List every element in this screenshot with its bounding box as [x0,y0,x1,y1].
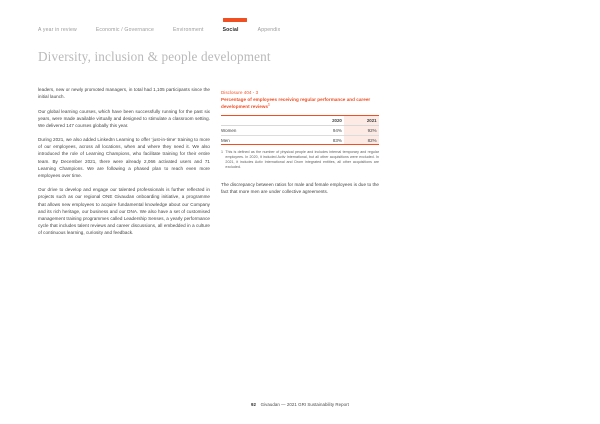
disclosure-title-text: Percentage of employees receiving regular performance and career development reviews [221,97,371,109]
table-col-header-blank [221,116,309,126]
table-header-row [221,116,379,126]
footnote-text: This is defined as the number of physical people and includes internal temporary and regular employees. In 2020, it included Activ International, but all other acquisitions were excluded. In 2021, it includes Activ International and Drom integrated entities, all other acquisitions are excluded. [225,149,379,169]
table-cell-men-2021: 82% [344,135,379,145]
table-row [221,125,379,135]
nav-item-label: Social [222,27,239,33]
right-content-column [221,90,379,195]
disclosure-label: Disclosure 404 - 3 [221,90,259,95]
page-title: Diversity, inclusion & people development [38,48,271,64]
footer-text: Givaudan — 2021 GRI Sustainability Report [260,402,349,407]
table-col-header-2020: 2020 [309,116,344,126]
body-paragraph: Our drive to develop and engage our talented professionals is further reflected in projects such as our regional ONE Givaudan onboarding initiative, a programme that allows new employees to acquire fundamental knowledge about our Company and its rich heritage, our business and our DNA. We also have a set of customised management training programmes called Leadership Senses, a yearly performance cycle that includes talent reviews and career discussions, all embedded in a culture of continuous learning, curiosity and feedback. [38,187,210,236]
body-paragraph: During 2021, we also added LinkedIn Learning to offer ‘just-in-time’ training to more of our employees, across all locations, when and where they need it. We also introduced the role of Learning Champions, who facilitate training for their entire team. By December 2021, there were already 2,066 activated users and 71 Learning Champions. We are following a phased plan to reach even more employees over time. [38,137,210,178]
nav-item-appendix[interactable] [258,18,281,34]
page-footer [0,402,600,407]
table-col-header-2021: 2021 [344,116,379,126]
table-header [221,116,379,126]
nav-item-label: Economic / Governance [95,27,154,33]
table-cell-women-2021: 92% [344,125,379,135]
table-cell-men-2020: 83% [309,135,344,145]
performance-review-table [221,115,379,145]
page-number: 92 [251,402,257,407]
nav-item-environment[interactable] [173,18,204,34]
nav-item-label: Environment [172,27,204,33]
body-paragraph: The discrepancy between ratios for male and female employees is due to the fact that more men are under collective agreements. [221,181,379,194]
table-row-label-men: Men [221,135,309,145]
nav-item-label: Appendix [257,27,281,33]
body-paragraph: Our global learning courses, which have been successfully running for the past six years, were made available virtually and designed to stimulate a classroom setting. We delivered 147 courses globally this year. [38,108,210,128]
table-body [221,125,379,144]
table-row [221,135,379,145]
nav-item-social[interactable] [223,18,239,34]
nav-item-label: A year in review [38,27,77,33]
table-row-label-women: Women [221,125,309,135]
nav-item-a-year-in-review[interactable] [38,18,77,34]
footnote-marker: 1 [268,102,270,107]
footnote-number: 1 [221,149,224,154]
disclosure-title [221,97,379,110]
active-tab-marker [223,18,247,22]
left-text-column [38,86,210,236]
top-navigation [38,18,280,34]
body-paragraph: leaders, new or newly promoted managers, in total had 1,105 participants since the initial launch. [38,87,210,100]
nav-item-economic-governance[interactable] [96,18,154,34]
table-footnote [221,150,379,170]
table-cell-women-2020: 94% [309,125,344,135]
